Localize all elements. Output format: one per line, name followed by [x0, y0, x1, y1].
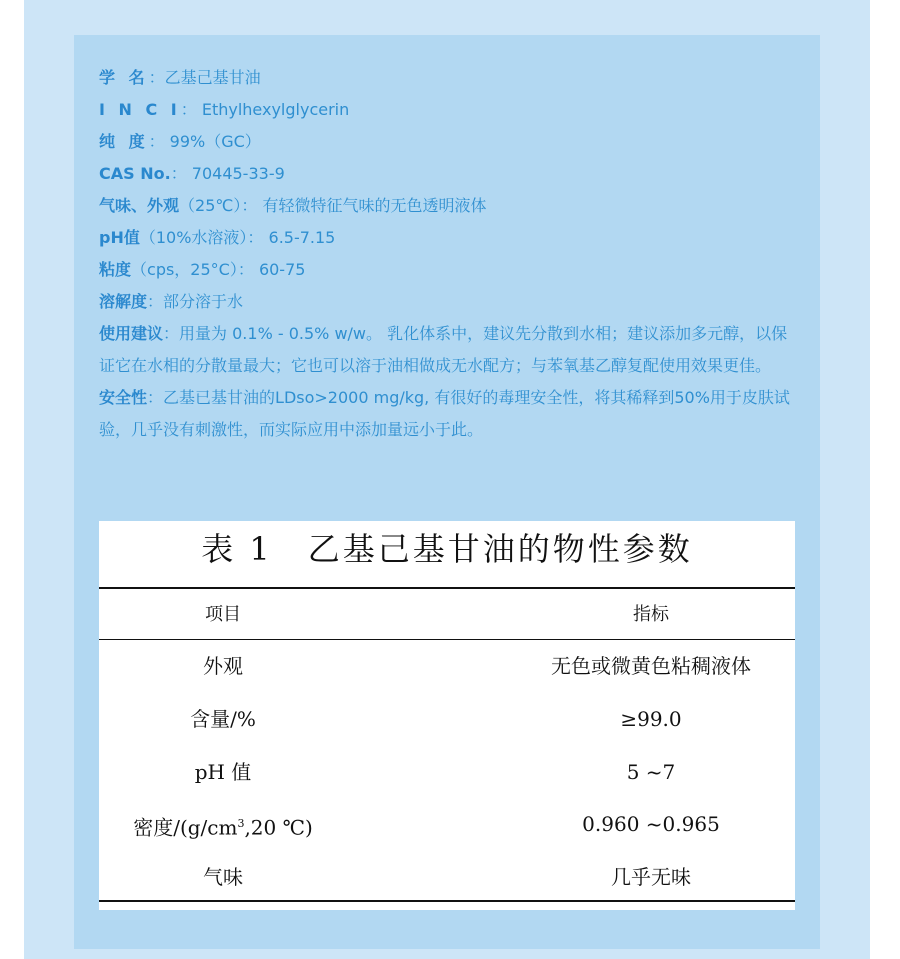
prop-usage — [99, 318, 799, 382]
prop-sep: ： — [147, 292, 164, 311]
prop-sep: ： — [180, 100, 202, 119]
header-spec: 指标 — [633, 604, 669, 625]
prop-value: 60-75 — [258, 260, 306, 279]
header-item: 项目 — [205, 604, 241, 625]
table-header-rule — [99, 639, 795, 640]
row-content-item: 含量/% — [190, 707, 256, 731]
property-list — [99, 62, 799, 446]
prop-key: 粘度 — [99, 260, 132, 279]
row-ph-item: pH 值 — [194, 760, 252, 784]
prop-solubility — [99, 286, 799, 318]
prop-key: 安全性 — [99, 388, 148, 407]
prop-inci — [99, 94, 799, 126]
prop-value: 乙基已基甘油的LDso>2000 mg/kg, 有很好的毒理安全性，将其稀释到50%用于皮肤试验，几乎没有刺激性，而实际应用中添加量远小于此。 — [99, 388, 790, 439]
density-exponent: 3 — [237, 817, 245, 830]
table-bottom-rule — [99, 900, 795, 902]
row-ph-value: 5 ~7 — [626, 760, 676, 784]
prop-condition: （cps，25°C）： — [131, 260, 259, 279]
prop-value: 部分溶于水 — [163, 292, 244, 311]
prop-key: pH值 — [99, 228, 140, 247]
prop-purity — [99, 126, 799, 158]
prop-key: 学 名 — [99, 68, 149, 87]
prop-value: 用量为 0.1% - 0.5% w/w。 乳化体系中，建议先分散到水相；建议添加多元醇，以保证它在水相的分散量最大；它也可以溶于油相做成无水配方；与苯氧基乙醇复配使用效果更佳。 — [99, 324, 788, 375]
prop-value: 乙基己基甘油 — [164, 68, 261, 87]
prop-sep: ： — [170, 164, 192, 183]
prop-sep: ： — [148, 68, 165, 87]
row-appearance-item: 外观 — [203, 654, 243, 678]
prop-sep: ： — [163, 324, 180, 343]
row-appearance-value: 无色或微黄色粘稠液体 — [551, 654, 751, 678]
prop-value: Ethylhexylglycerin — [201, 100, 350, 119]
prop-key: 气味、外观 — [99, 196, 180, 215]
prop-sep: ： — [147, 388, 164, 407]
prop-ph — [99, 222, 799, 254]
properties-table — [99, 521, 795, 910]
row-odor-value: 几乎无味 — [611, 865, 691, 889]
prop-value: 70445-33-9 — [191, 164, 285, 183]
prop-viscosity — [99, 254, 799, 286]
row-density-value: 0.960 ~0.965 — [582, 812, 720, 836]
table-top-rule — [99, 587, 795, 589]
prop-key: CAS No. — [99, 164, 171, 183]
prop-condition: （10%水溶液）： — [139, 228, 269, 247]
prop-value: 6.5-7.15 — [268, 228, 336, 247]
table-caption: 表 1 乙基己基甘油的物性参数 — [201, 530, 693, 568]
prop-safety — [99, 382, 799, 446]
row-odor-item: 气味 — [203, 865, 243, 889]
prop-cas — [99, 158, 799, 190]
prop-sep: ： — [148, 132, 170, 151]
prop-key: 纯 度 — [99, 132, 149, 151]
row-density-item — [99, 809, 347, 843]
density-condition: ,20 ℃) — [244, 815, 313, 840]
prop-key: 使用建议 — [99, 324, 164, 343]
prop-odor — [99, 190, 799, 222]
prop-value: 99%（GC） — [169, 132, 261, 151]
density-label: 密度/(g/cm — [133, 815, 238, 840]
prop-condition: （25℃）： — [179, 196, 263, 215]
prop-key: 溶解度 — [99, 292, 148, 311]
row-content-value: ≥99.0 — [620, 707, 682, 731]
prop-key: I N C I — [99, 100, 181, 119]
prop-value: 有轻微特征气味的无色透明液体 — [262, 196, 487, 215]
prop-scientific-name — [99, 62, 799, 94]
